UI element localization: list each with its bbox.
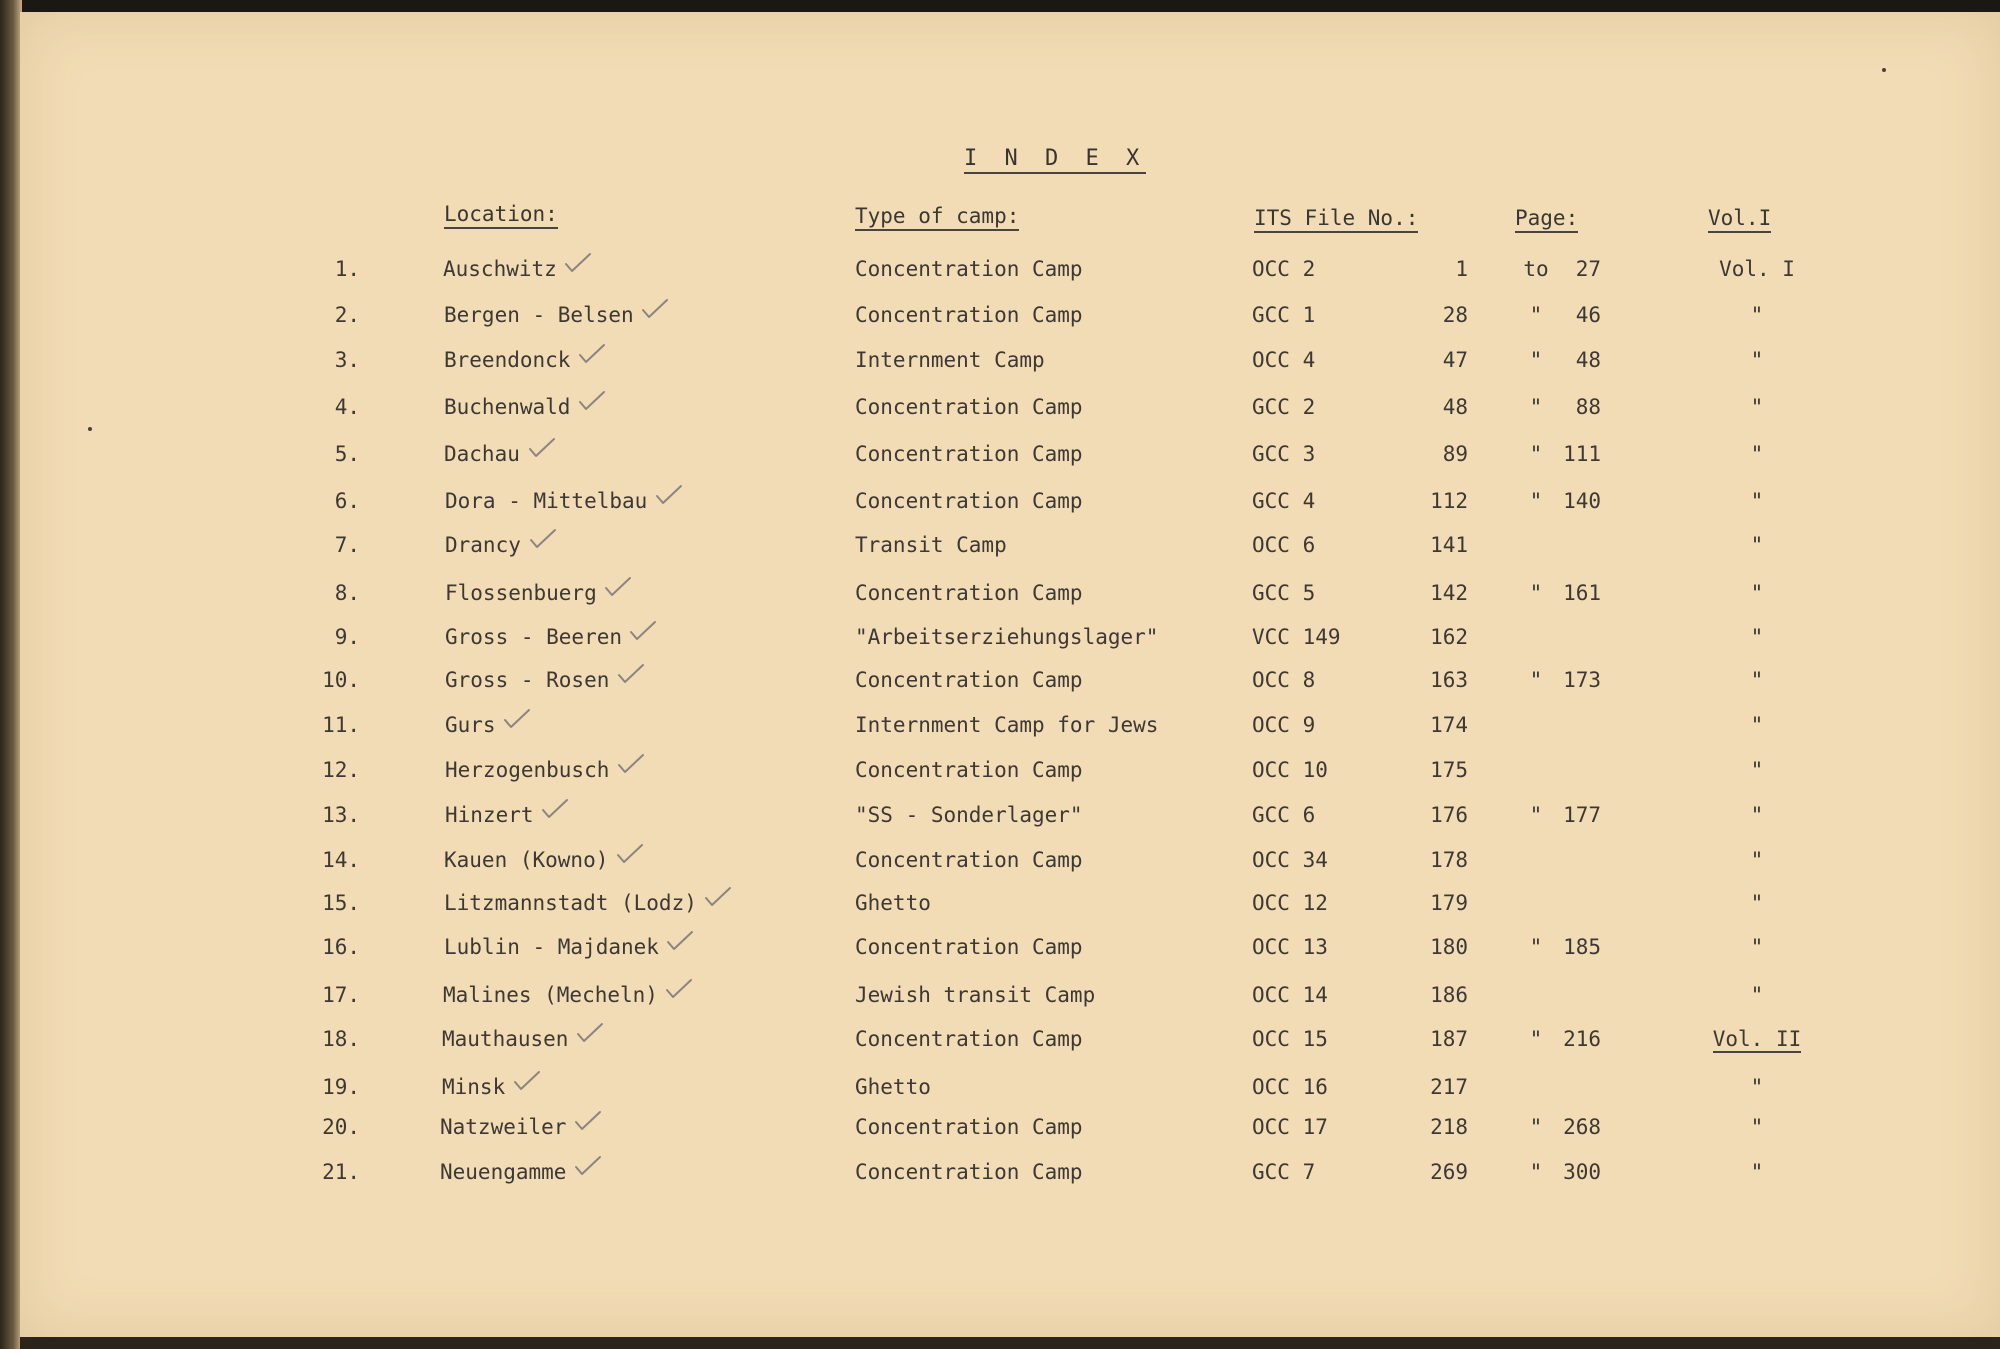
row-number: 2. [334,303,360,327]
row-number: 20. [322,1115,360,1139]
volume-text: " [1750,983,1764,1007]
page-to: 300 [1563,1160,1601,1184]
page-separator: " [1529,348,1543,372]
page-from: 180 [1430,935,1468,959]
page-from: 28 [1442,303,1468,327]
page-to: 88 [1575,395,1601,419]
camp-type: Concentration Camp [855,668,1083,692]
check-mark-icon [503,708,531,730]
book-spine [0,0,22,1349]
check-mark-icon [529,528,557,550]
row-number: 1. [334,257,360,281]
location-name: Gurs [445,713,496,737]
page-separator: " [1529,303,1543,327]
page-from: 141 [1430,533,1468,557]
location-name: Gross - Rosen [445,668,610,692]
check-mark-icon [564,252,592,274]
page-from: 269 [1430,1160,1468,1184]
volume-text: " [1750,1160,1764,1184]
camp-type: Concentration Camp [855,303,1083,327]
page-separator: " [1529,442,1543,466]
row-number: 12. [322,758,360,782]
volume-ref [1712,580,1802,606]
header-type-of-camp: Type of camp: [855,204,1019,231]
check-mark-icon [704,886,732,908]
check-mark-icon [574,1155,602,1177]
volume-ref [1712,256,1802,282]
location-name: Litzmannstadt (Lodz) [444,891,697,915]
camp-type: Concentration Camp [855,1115,1083,1139]
volume-ref [1712,712,1802,738]
volume-ref [1712,667,1802,693]
page-to: 173 [1563,668,1601,692]
its-file-number: GCC 1 [1252,303,1316,327]
row-number: 5. [334,442,360,466]
volume-text: " [1750,581,1764,605]
its-file-number: OCC 13 [1252,935,1328,959]
page-from: 48 [1442,395,1468,419]
volume-ref [1712,1159,1802,1185]
camp-type: Concentration Camp [855,935,1083,959]
page-separator: " [1529,581,1543,605]
camp-type: Concentration Camp [855,758,1083,782]
row-number: 7. [334,533,360,557]
volume-ref [1712,624,1802,650]
check-mark-icon [541,798,569,820]
its-file-number: OCC 4 [1252,348,1316,372]
camp-type: Concentration Camp [855,1160,1083,1184]
page-from: 175 [1430,758,1468,782]
location-name: Buchenwald [444,395,571,419]
row-number: 13. [322,803,360,827]
volume-ref [1712,347,1802,373]
location-name: Bergen - Belsen [444,303,634,327]
volume-ref [1712,890,1802,916]
header-its-file-no: ITS File No.: [1254,206,1418,233]
volume-text: " [1750,891,1764,915]
paper-speck [88,427,92,431]
check-mark-icon [576,1022,604,1044]
page-separator: " [1529,803,1543,827]
its-file-number: OCC 10 [1252,758,1328,782]
check-mark-icon [578,343,606,365]
page-from: 178 [1430,848,1468,872]
check-mark-icon [528,437,556,459]
page-from: 179 [1430,891,1468,915]
check-mark-icon [574,1110,602,1132]
its-file-number: OCC 17 [1252,1115,1328,1139]
location-name: Dachau [444,442,520,466]
its-file-number: OCC 2 [1252,257,1316,281]
volume-text: " [1750,1115,1764,1139]
page-from: 163 [1430,668,1468,692]
row-number: 4. [334,395,360,419]
its-file-number: OCC 8 [1252,668,1316,692]
its-file-number: VCC 149 [1252,625,1341,649]
volume-ref [1712,1074,1802,1100]
volume-ref [1712,802,1802,828]
volume-ref [1712,394,1802,420]
its-file-number: OCC 9 [1252,713,1316,737]
location-name: Flossenbuerg [445,581,597,605]
its-file-number: OCC 12 [1252,891,1328,915]
row-number: 17. [322,983,360,1007]
its-file-number: OCC 16 [1252,1075,1328,1099]
page-to: 48 [1575,348,1601,372]
page-from: 47 [1442,348,1468,372]
page-to: 216 [1563,1027,1601,1051]
row-number: 21. [322,1160,360,1184]
volume-text: Vol. II [1712,1027,1802,1051]
page-to: 140 [1563,489,1601,513]
camp-type: Ghetto [855,1075,931,1099]
camp-type: Concentration Camp [855,442,1083,466]
volume-text: " [1750,758,1764,782]
page-from: 142 [1430,581,1468,605]
page-from: 187 [1430,1027,1468,1051]
volume-ref [1712,757,1802,783]
check-mark-icon [655,484,683,506]
page-from: 176 [1430,803,1468,827]
page-from: 218 [1430,1115,1468,1139]
check-mark-icon [641,298,669,320]
volume-ref [1712,934,1802,960]
camp-type: Transit Camp [855,533,1007,557]
volume-ref [1712,982,1802,1008]
volume-ref [1712,302,1802,328]
page-from: 217 [1430,1075,1468,1099]
check-mark-icon [513,1070,541,1092]
check-mark-icon [665,978,693,1000]
its-file-number: GCC 5 [1252,581,1316,605]
volume-ref [1712,1114,1802,1140]
volume-ref [1712,1026,1802,1052]
location-name: Dora - Mittelbau [445,489,648,513]
volume-text: " [1750,713,1764,737]
page-separator: " [1529,935,1543,959]
camp-type: "Arbeitserziehungslager" [855,625,1159,649]
row-number: 3. [334,348,360,372]
volume-text: " [1750,489,1764,513]
page-to: 185 [1563,935,1601,959]
location-name: Herzogenbusch [445,758,610,782]
its-file-number: OCC 34 [1252,848,1328,872]
page-separator: to [1523,257,1549,281]
row-number: 10. [322,668,360,692]
camp-type: Internment Camp [855,348,1045,372]
volume-text: " [1750,303,1764,327]
volume-text: " [1750,668,1764,692]
camp-type: Jewish transit Camp [855,983,1096,1007]
location-name: Kauen (Kowno) [444,848,609,872]
its-file-number: GCC 6 [1252,803,1316,827]
volume-text: Vol. I [1719,257,1795,281]
check-mark-icon [629,620,657,642]
index-title: I N D E X [964,146,1146,174]
row-number: 8. [334,581,360,605]
camp-type: Internment Camp for Jews [855,713,1159,737]
volume-text: " [1750,442,1764,466]
check-mark-icon [617,663,645,685]
camp-type: Concentration Camp [855,489,1083,513]
volume-text: " [1750,803,1764,827]
page-to: 111 [1563,442,1601,466]
volume-text: " [1750,625,1764,649]
check-mark-icon [578,390,606,412]
page-to: 268 [1563,1115,1601,1139]
location-name: Hinzert [445,803,534,827]
page-to: 46 [1575,303,1601,327]
location-name: Neuengamme [440,1160,567,1184]
volume-text: " [1750,848,1764,872]
page-separator: " [1529,1115,1543,1139]
volume-text: " [1750,395,1764,419]
location-name: Mauthausen [442,1027,569,1051]
volume-text: " [1750,1075,1764,1099]
page-bottom-edge [20,1337,2000,1349]
its-file-number: OCC 14 [1252,983,1328,1007]
volume-text: " [1750,533,1764,557]
page-from: 1 [1455,257,1468,281]
check-mark-icon [666,930,694,952]
page-from: 112 [1430,489,1468,513]
volume-ref [1712,847,1802,873]
volume-text: " [1750,935,1764,959]
check-mark-icon [616,843,644,865]
location-name: Breendonck [444,348,571,372]
row-number: 16. [322,935,360,959]
header-volume: Vol.I [1708,206,1771,233]
page-from: 162 [1430,625,1468,649]
row-number: 15. [322,891,360,915]
header-location: Location: [444,202,558,229]
volume-ref [1712,441,1802,467]
location-name: Malines (Mecheln) [443,983,658,1007]
location-name: Drancy [445,533,521,557]
its-file-number: OCC 15 [1252,1027,1328,1051]
check-mark-icon [604,576,632,598]
page-separator: " [1529,395,1543,419]
row-number: 18. [322,1027,360,1051]
its-file-number: GCC 7 [1252,1160,1316,1184]
volume-text: " [1750,348,1764,372]
row-number: 9. [334,625,360,649]
row-number: 11. [322,713,360,737]
location-name: Natzweiler [440,1115,567,1139]
page-separator: " [1529,1160,1543,1184]
page-to: 161 [1563,581,1601,605]
camp-type: Concentration Camp [855,395,1083,419]
camp-type: Concentration Camp [855,257,1083,281]
camp-type: Concentration Camp [855,581,1083,605]
page-to: 27 [1575,257,1601,281]
page-separator: " [1529,1027,1543,1051]
volume-ref [1712,532,1802,558]
row-number: 19. [322,1075,360,1099]
its-file-number: GCC 2 [1252,395,1316,419]
row-number: 14. [322,848,360,872]
its-file-number: OCC 6 [1252,533,1316,557]
page-from: 89 [1442,442,1468,466]
location-name: Gross - Beeren [445,625,623,649]
camp-type: "SS - Sonderlager" [855,803,1083,827]
volume-ref [1712,488,1802,514]
camp-type: Concentration Camp [855,848,1083,872]
page-from: 174 [1430,713,1468,737]
page-separator: " [1529,668,1543,692]
row-number: 6. [334,489,360,513]
its-file-number: GCC 3 [1252,442,1316,466]
its-file-number: GCC 4 [1252,489,1316,513]
header-page: Page: [1515,206,1578,233]
paper-speck [1882,68,1886,72]
camp-type: Ghetto [855,891,931,915]
location-name: Auschwitz [443,257,557,281]
location-name: Minsk [442,1075,506,1099]
check-mark-icon [617,753,645,775]
location-name: Lublin - Majdanek [444,935,659,959]
page-from: 186 [1430,983,1468,1007]
page-separator: " [1529,489,1543,513]
camp-type: Concentration Camp [855,1027,1083,1051]
page-to: 177 [1563,803,1601,827]
